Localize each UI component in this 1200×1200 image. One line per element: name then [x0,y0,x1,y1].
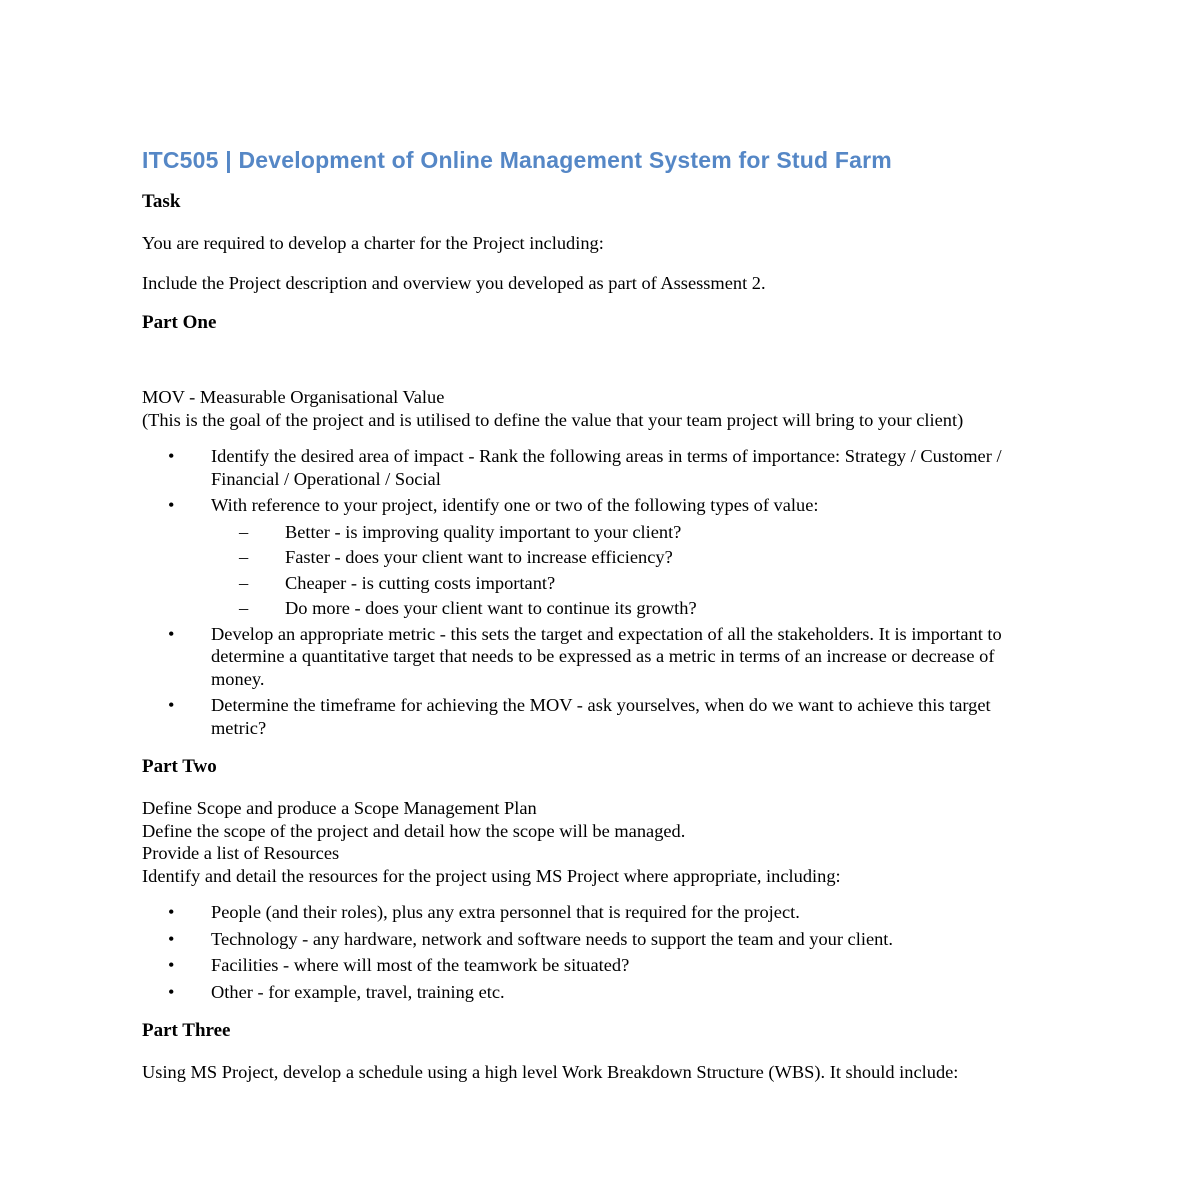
dash-icon: – [239,572,249,593]
dash-icon: – [239,521,249,542]
part-two-bullet-list [142,901,1058,1003]
sub-list-item [142,546,1058,569]
list-item-text: People (and their roles), plus any extra personnel that is required for the project. [211,902,800,922]
bullet-icon: • [168,902,175,922]
list-item-text: Identify the desired area of impact - Rank the following areas in terms of importance: Strategy / Customer / Financial / Operational / Social [211,446,1002,489]
list-item [142,494,1058,517]
bullet-icon: • [168,623,175,644]
heading-task: Task [142,191,181,212]
mov-title-line: MOV - Measurable Organisational Value [142,387,445,407]
list-item [142,901,1058,924]
part-two-line: Identify and detail the resources for the project using MS Project where appropriate, including: [142,865,841,886]
list-item [142,623,1058,691]
sub-list-item [142,572,1058,595]
document-title: ITC505 | Development of Online Management System for Stud Farm [142,147,892,173]
sub-list-item-text: Cheaper - is cutting costs important? [285,572,556,593]
list-item-text: Technology - any hardware, network and software needs to support the team and your client. [211,928,894,949]
bullet-icon: • [168,695,175,715]
part-two-line: Define Scope and produce a Scope Management Plan [142,798,537,818]
task-paragraph-2: Include the Project description and overview you developed as part of Assessment 2. [142,272,766,293]
dash-icon: – [239,598,249,618]
sub-list-item [142,521,1058,544]
bullet-icon: • [168,928,175,949]
mov-note-line: (This is the goal of the project and is utilised to define the value that your team project will bring to your client) [142,409,964,430]
list-item-text: Other - for example, travel, training etc. [211,981,505,1002]
list-item [142,694,1058,739]
part-three-paragraph: Using MS Project, develop a schedule using a high level Work Breakdown Structure (WBS). It should include: [142,1062,959,1082]
list-item-text: Develop an appropriate metric - this sets the target and expectation of all the stakeholders. It is important to determine a quantitative target that needs to be expressed as a metric in terms of an increase or decrease of money. [211,623,1002,689]
list-item-text: Determine the timeframe for achieving the MOV - ask yourselves, when do we want to achieve this target metric? [211,695,991,738]
list-item [142,954,1058,977]
sub-list-item-text: Faster - does your client want to increase efficiency? [285,547,673,567]
list-item [142,445,1058,490]
part-two-intro [142,797,1058,887]
list-item [142,981,1058,1004]
mov-paragraph [142,386,1058,431]
bullet-icon: • [168,495,175,515]
heading-part-three: Part Three [142,1020,231,1041]
sub-list-item [142,597,1058,620]
sub-list-item-text: Do more - does your client want to continue its growth? [285,598,697,618]
bullet-icon: • [168,446,175,466]
bullet-icon: • [168,981,175,1002]
part-two-line: Provide a list of Resources [142,843,340,863]
part-one-bullet-list [142,445,1058,739]
dash-icon: – [239,547,249,567]
list-item-text: Facilities - where will most of the teamwork be situated? [211,955,630,975]
part-two-line: Define the scope of the project and detail how the scope will be managed. [142,820,686,841]
sub-list-item-text: Better - is improving quality important to your client? [285,521,682,542]
heading-part-one: Part One [142,312,217,333]
heading-part-two: Part Two [142,756,217,777]
list-item [142,928,1058,951]
task-paragraph-1: You are required to develop a charter for the Project including: [142,233,604,253]
bullet-icon: • [168,955,175,975]
list-item-text: With reference to your project, identify one or two of the following types of value: [211,495,819,515]
